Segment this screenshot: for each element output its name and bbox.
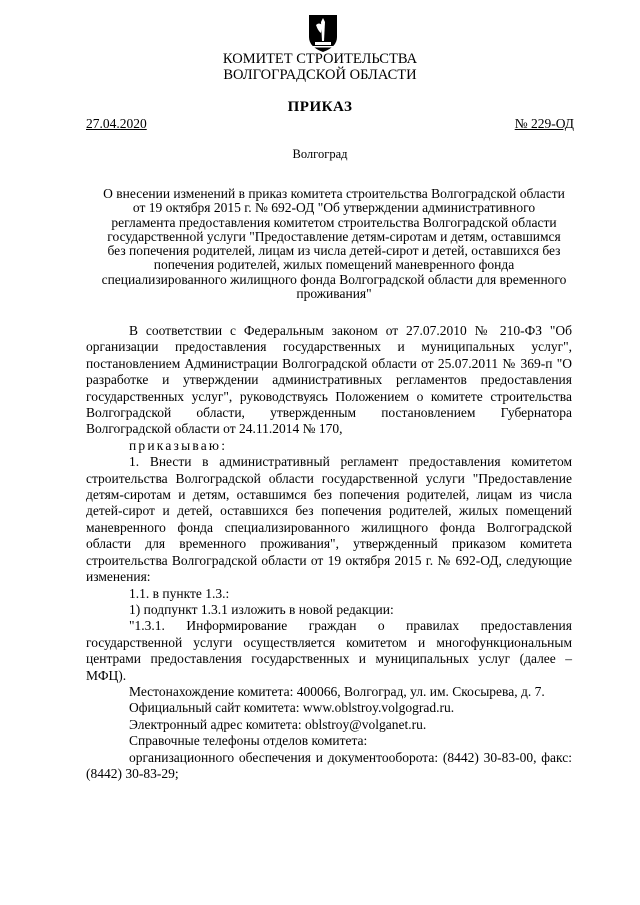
paragraph-item-1-1: 1.1. в пункте 1.3.: [129, 585, 230, 601]
paragraph-website: Официальный сайт комитета: www.oblstroy.volgograd.ru. [129, 700, 455, 716]
paragraph-1-3-1: "1.3.1. Информирование граждан о правилах предоставления государственной услуги осуществляется комитетом и многофункциональным центрами предоставления государственных и муниципальных услуг (далее – МФЦ). [86, 618, 572, 683]
document-city: Волгоград [292, 147, 348, 161]
document-number: № 229-ОД [514, 116, 574, 131]
org-name-line1: КОМИТЕТ СТРОИТЕЛЬСТВА [222, 51, 418, 67]
paragraph-email: Электронный адрес комитета: oblstroy@volganet.ru. [129, 716, 427, 732]
document-subject: О внесении изменений в приказ комитета строительства Волгоградской области от 19 октября 2015 г. № 692-ОД "Об утверждении административного регламента предоставления комитетом строительства Волгоградской области государственной услуги "Предоставление детям-сиротам и детям, оставшимся без попечения родителей, лицам из числа детей-сирот и детей, оставшихся без попечения родителей, жилых помещений маневренного фонда специализированного жилищного фонда Волгоградской области для временного проживания" [101, 186, 567, 302]
document-date: 27.04.2020 [86, 116, 147, 131]
document-body [86, 323, 572, 782]
paragraph-basis: В соответствии с Федеральным законом от 27.07.2010 № 210-ФЗ "Об организации предоставления государственных и муниципальных услуг", постановлением Администрации Волгоградской области от 25.07.2011 № 369-п "О разработке и утверждении административных регламентов предоставления государственных услуг", руководствуясь Положением о комитете строительства Волгоградской области, утвержденным постановлением Губернатора Волгоградской области от 24.11.2014 № 170, [86, 323, 572, 437]
paragraph-item-1: 1. Внести в административный регламент предоставления комитетом строительства Волгоградской области государственной услуги "Предоставление детям-сиротам и детям, оставшимся без попечения родителей, лицам из числа детей-сирот и детей, оставшихся без попечения родителей, жилых помещений маневренного фонда специализированного жилищного фонда Волгоградской области для временного проживания", утвержденный приказом комитета строительства Волгоградской области от 19 октября 2015 г. № 692-ОД, следующие изменения: [86, 454, 572, 585]
paragraph-subitem-1: 1) подпункт 1.3.1 изложить в новой редакции: [129, 601, 394, 617]
org-name-line2: ВОЛГОГРАДСКОЙ ОБЛАСТИ [223, 67, 417, 83]
paragraph-phones-heading: Справочные телефоны отделов комитета: [129, 733, 368, 749]
paragraph-order-word: приказываю: [129, 437, 228, 453]
coat-of-arms-emblem-icon [306, 13, 340, 53]
paragraph-location: Местонахождение комитета: 400066, Волгоград, ул. им. Скосырева, д. 7. [129, 683, 545, 699]
document-type-title: ПРИКАЗ [287, 99, 353, 115]
paragraph-phone-org: организационного обеспечения и документооборота: (8442) 30-83-00, факс: (8442) 30-83-29; [86, 749, 572, 781]
